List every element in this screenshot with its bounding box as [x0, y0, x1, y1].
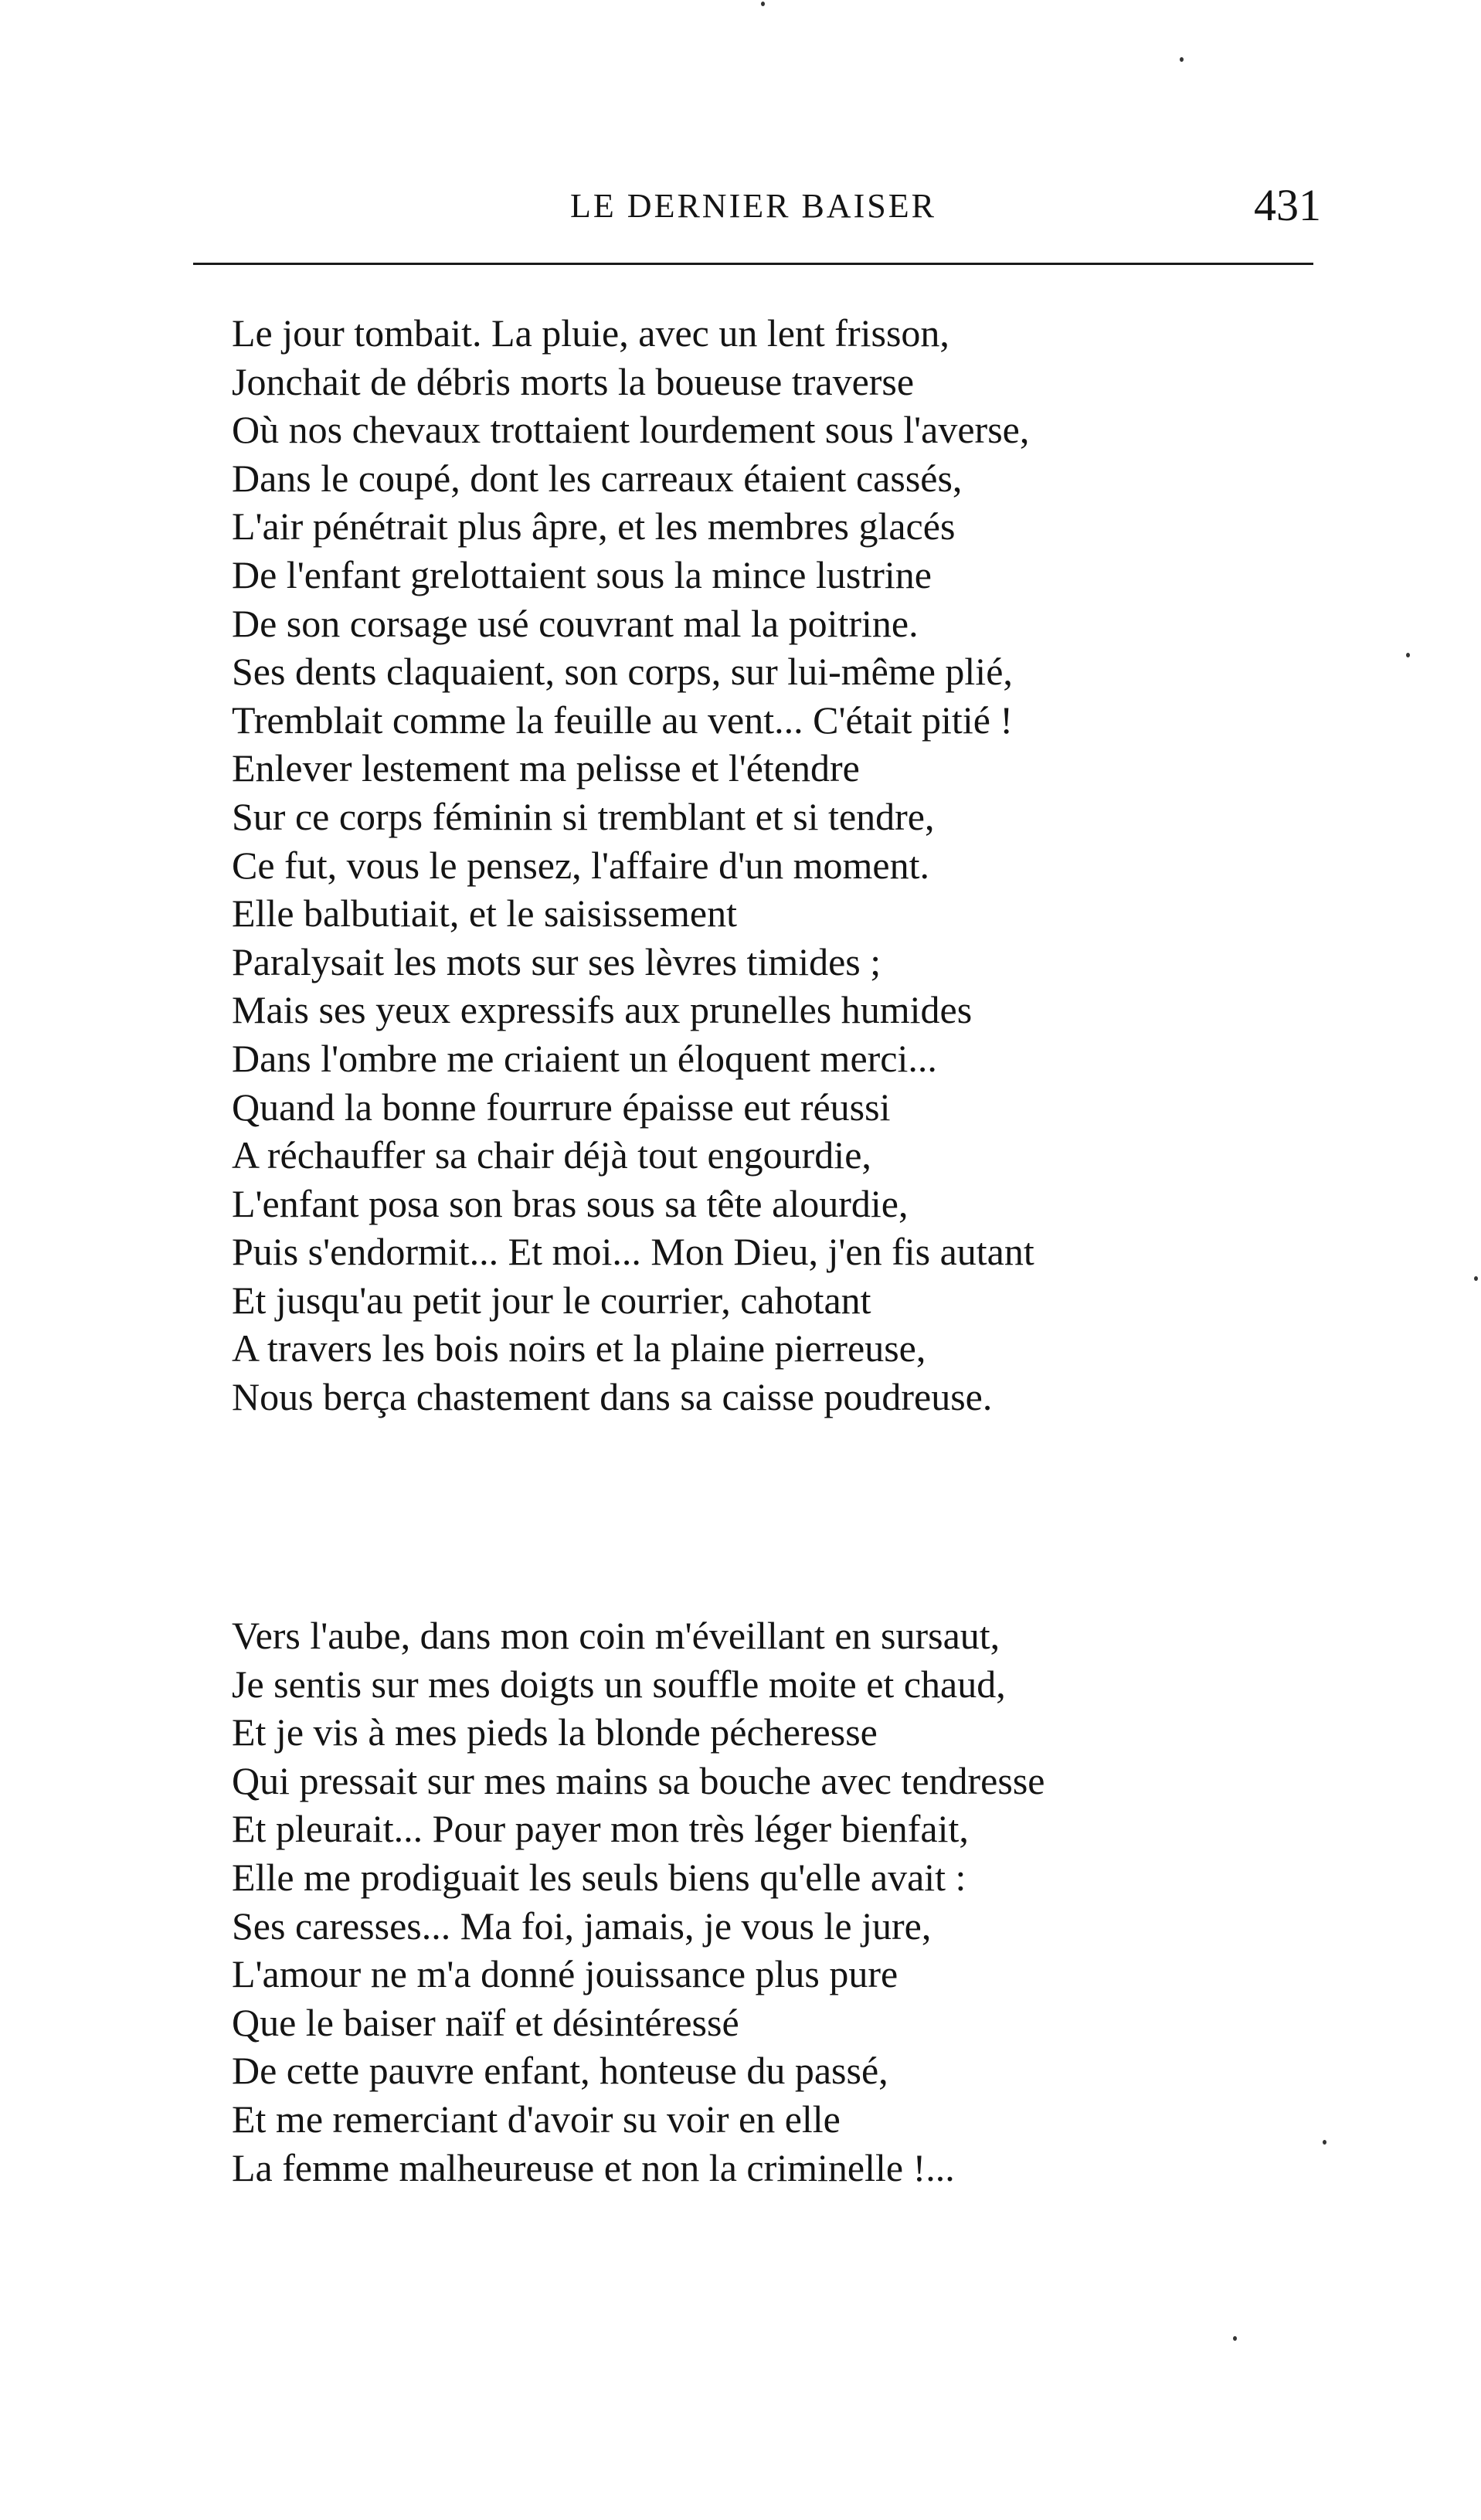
verse-line: Nous berça chastement dans sa caisse poudreuse. — [232, 1375, 993, 1419]
verse-line: Sur ce corps féminin si tremblant et si tendre, — [232, 794, 935, 838]
verse-line: Que le baiser naïf et désintéressé — [232, 2000, 739, 2044]
verse-line: L'air pénétrait plus âpre, et les membres glacés — [232, 504, 956, 548]
verse-line: De l'enfant grelottaient sous la mince lustrine — [232, 552, 932, 596]
verse-line: De son corsage usé couvrant mal la poitrine. — [232, 601, 919, 645]
verse-line: Et je vis à mes pieds la blonde pécheresse — [232, 1710, 878, 1754]
verse-line: A travers les bois noirs et la plaine pierreuse, — [232, 1326, 926, 1370]
print-speck — [1180, 57, 1184, 62]
stanza-1 — [232, 309, 1034, 1421]
verse-line: Enlever lestement ma pelisse et l'étendre — [232, 746, 860, 790]
verse-line: Qui pressait sur mes mains sa bouche avec tendresse — [232, 1758, 1045, 1802]
verse-line: Quand la bonne fourrure épaisse eut réussi — [232, 1085, 891, 1129]
verse-line: Jonchait de débris morts la boueuse traverse — [232, 359, 915, 403]
verse-line: L'enfant posa son bras sous sa tête alourdie, — [232, 1181, 909, 1225]
verse-line: A réchauffer sa chair déjà tout engourdie, — [232, 1133, 871, 1177]
verse-line: Où nos chevaux trottaient lourdement sous l'averse, — [232, 408, 1030, 452]
verse-line: Paralysait les mots sur ses lèvres timides ; — [232, 939, 881, 983]
verse-line: Ce fut, vous le pensez, l'affaire d'un moment. — [232, 843, 929, 887]
running-head — [185, 179, 1321, 233]
print-speck — [1474, 1276, 1478, 1281]
verse-line: Le jour tombait. La pluie, avec un lent frisson, — [232, 311, 949, 355]
verse-line: Dans l'ombre me criaient un éloquent merci... — [232, 1036, 937, 1080]
stanza-2 — [232, 1612, 1045, 2192]
header-rule — [193, 263, 1313, 265]
print-speck — [761, 2, 765, 6]
verse-line: L'amour ne m'a donné jouissance plus pure — [232, 1952, 898, 1996]
verse-line: De cette pauvre enfant, honteuse du passé, — [232, 2049, 888, 2093]
verse-line: Je sentis sur mes doigts un souffle moite et chaud, — [232, 1662, 1006, 1706]
verse-line: Et jusqu'au petit jour le courrier, cahotant — [232, 1278, 871, 1322]
verse-line: Ses dents claquaient, son corps, sur lui-même plié, — [232, 650, 1013, 694]
page-number: 431 — [1254, 180, 1321, 230]
verse-line: Mais ses yeux expressifs aux prunelles humides — [232, 988, 973, 1032]
verse-line: Elle balbutiait, et le saisissement — [232, 892, 738, 936]
verse-line: Ses caresses... Ma foi, jamais, je vous le jure, — [232, 1904, 932, 1948]
verse-line: Dans le coupé, dont les carreaux étaient cassés, — [232, 456, 963, 500]
verse-line: Et pleurait... Pour payer mon très léger bienfait, — [232, 1807, 969, 1851]
verse-line: La femme malheureuse et non la criminelle !... — [232, 2145, 955, 2189]
verse-line: Puis s'endormit... Et moi... Mon Dieu, j'en fis autant — [232, 1230, 1034, 1274]
print-speck — [1323, 2140, 1326, 2145]
running-title: LE DERNIER BAISER — [570, 187, 936, 225]
verse-line: Tremblait comme la feuille au vent... C'était pitié ! — [232, 698, 1014, 742]
verse-line: Elle me prodiguait les seuls biens qu'elle avait : — [232, 1855, 966, 1899]
verse-line: Et me remerciant d'avoir su voir en elle — [232, 2097, 841, 2141]
verse-line: Vers l'aube, dans mon coin m'éveillant en sursaut, — [232, 1614, 1000, 1657]
print-speck — [1406, 653, 1410, 657]
print-speck — [1233, 2336, 1237, 2341]
